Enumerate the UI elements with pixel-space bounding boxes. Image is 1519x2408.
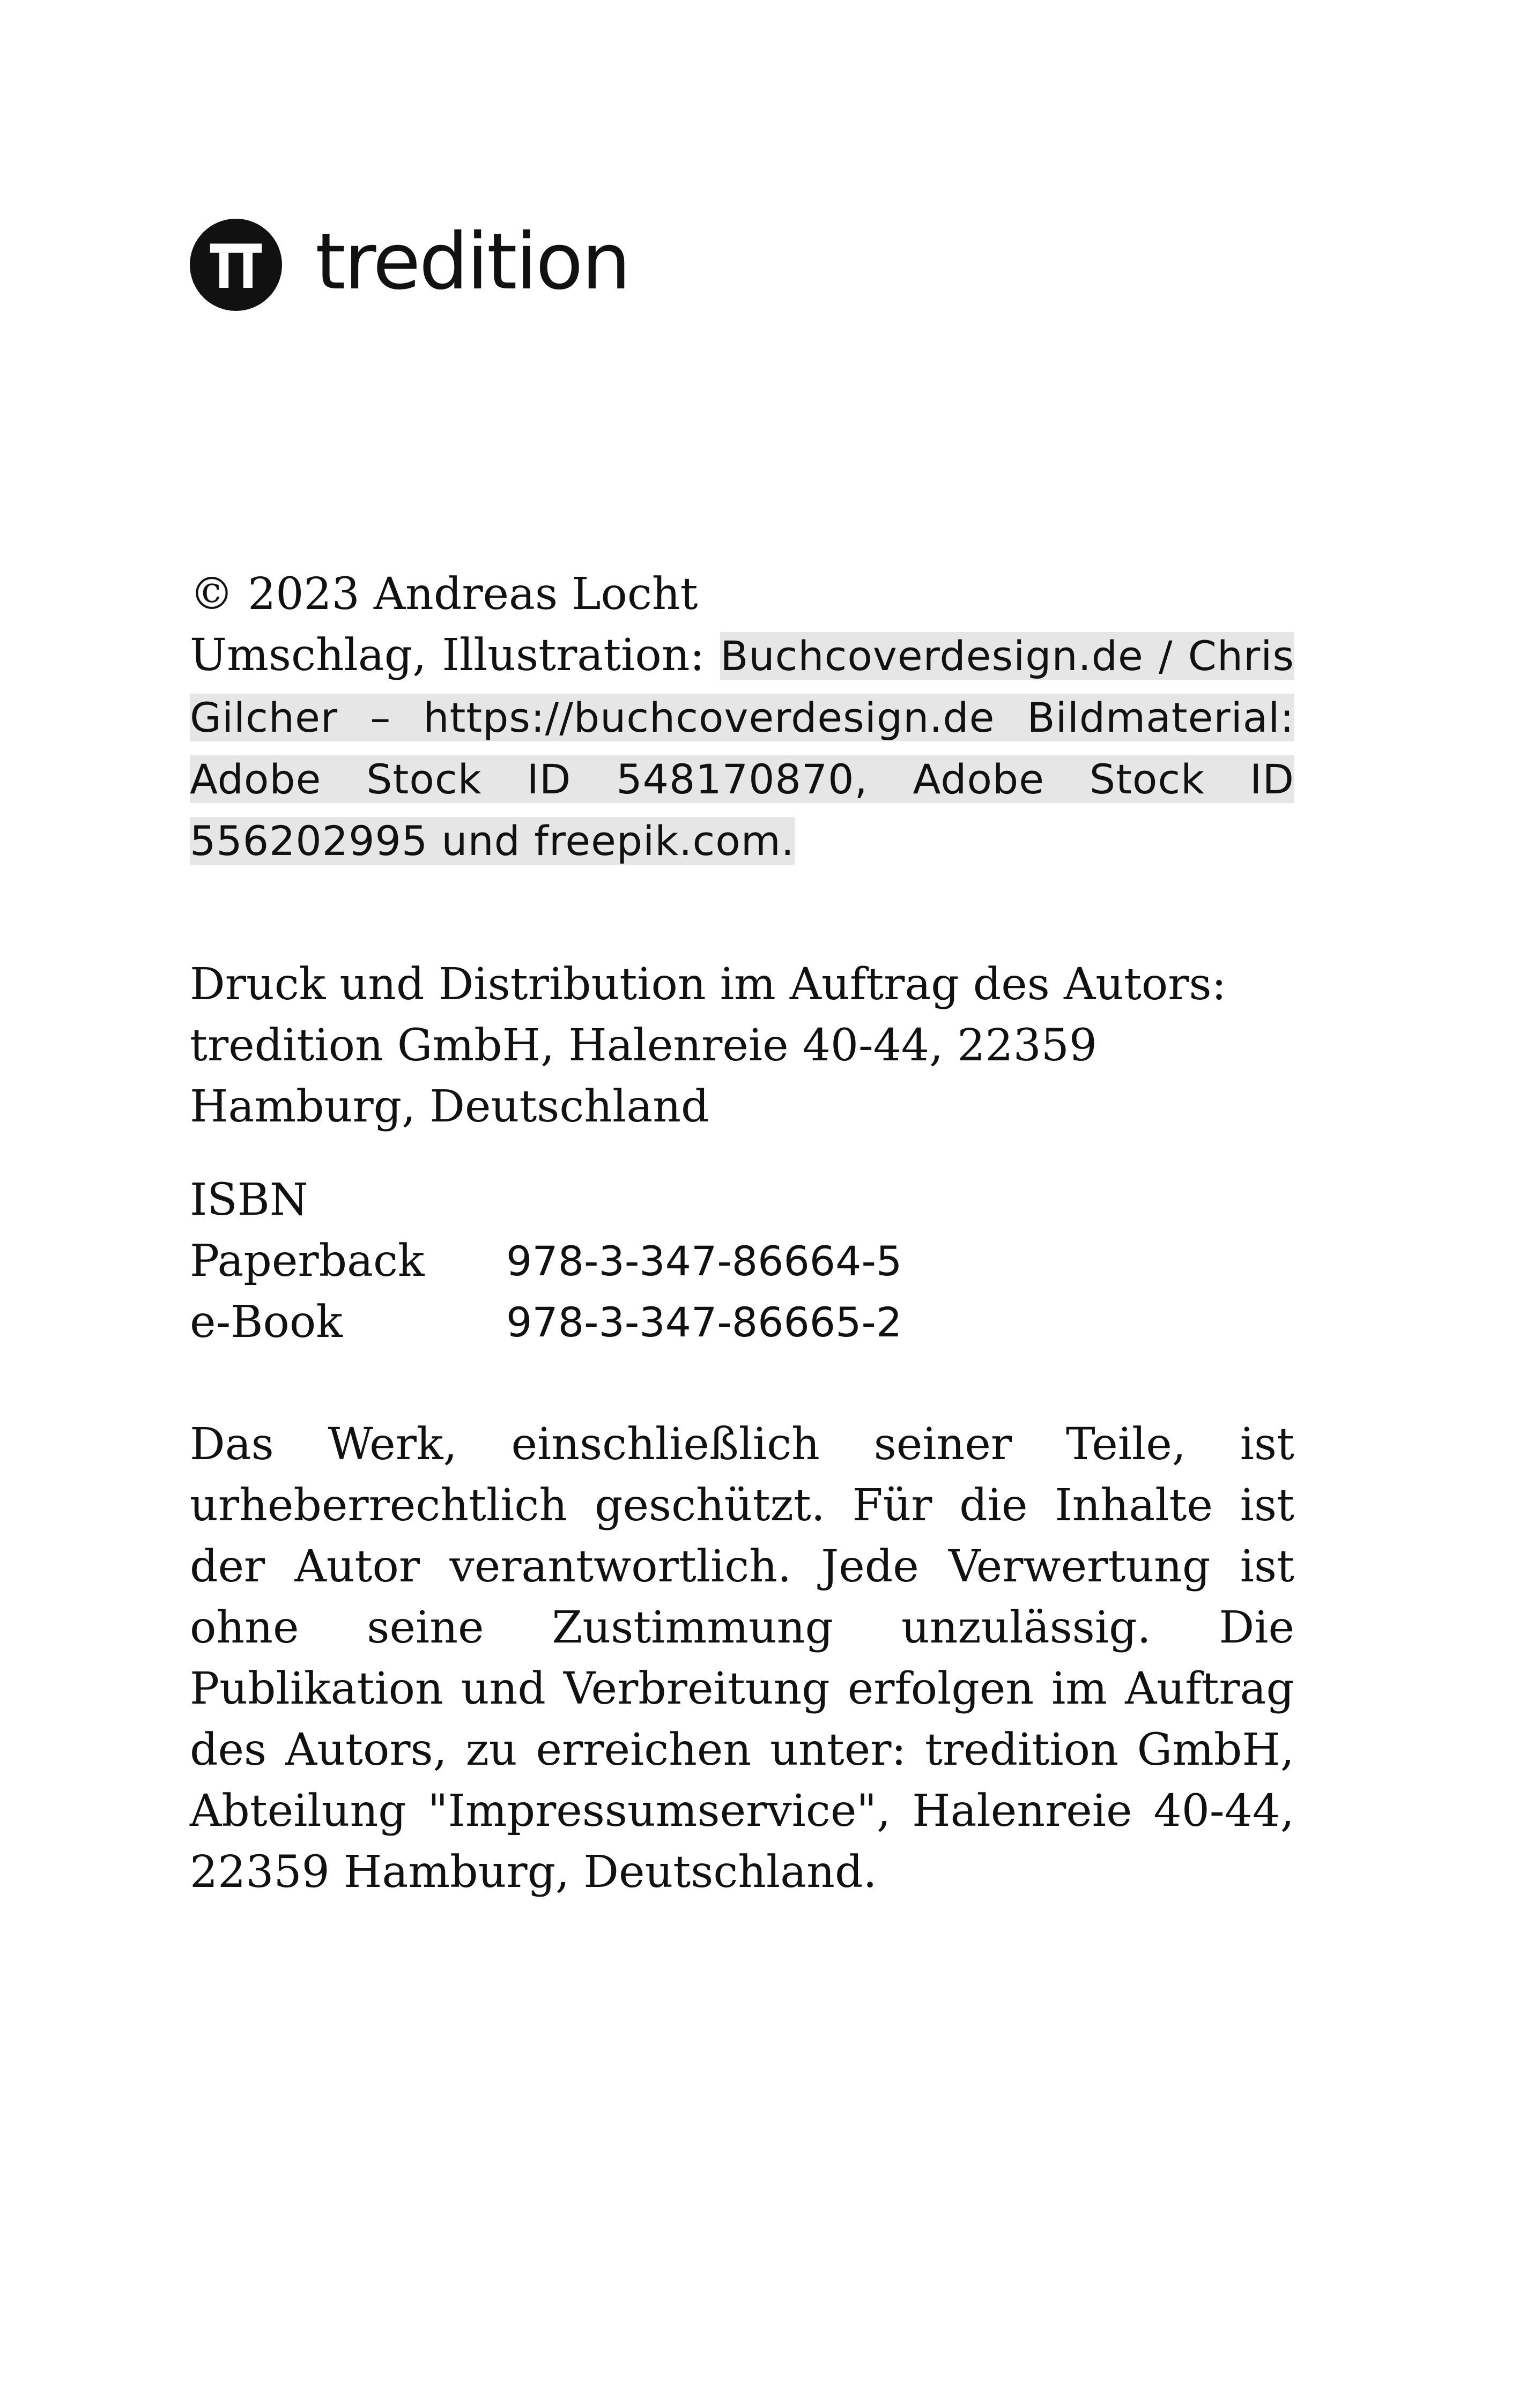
isbn-value: 978-3-347-86664-5 bbox=[506, 1237, 902, 1285]
distribution-note: Druck und Distribution im Auftrag des Autors: tredition GmbH, Halenreie 40-44, 22359 Hamburg, Deutschland bbox=[190, 959, 1227, 1132]
cover-label: Umschlag, Illustration: bbox=[190, 630, 721, 681]
isbn-value: 978-3-347-86665-2 bbox=[506, 1298, 902, 1346]
isbn-label: Paperback bbox=[190, 1236, 425, 1287]
credits-section bbox=[190, 564, 1294, 872]
tredition-logo-icon bbox=[190, 219, 282, 311]
isbn-heading: ISBN bbox=[190, 1175, 308, 1225]
copyright-notice: Das Werk, einschließlich seiner Teile, ist urheberrechtlich geschützt. Für die Inhalte ist der Autor verantwortlich. Jede Verwertung ist ohne seine Zustimmung unzulässig. Die Publikation und Verbreitung erfolgen im Auftrag des Autors, zu erreichen unter: tredition GmbH, Abteilung "Impressumservice", Halenreie 40-44, 22359 Hamburg, Deutschland. bbox=[190, 1419, 1294, 1898]
isbn-row-ebook bbox=[190, 1292, 1294, 1353]
copyright-line: © 2023 Andreas Locht bbox=[190, 569, 698, 620]
publisher-logo bbox=[190, 217, 629, 313]
isbn-label: e-Book bbox=[190, 1297, 343, 1348]
isbn-section bbox=[190, 1170, 1294, 1353]
cover-credit bbox=[190, 625, 1294, 872]
cover-credit-text: Buchcoverdesign.de / Chris Gilcher – https://buchcoverdesign.de Bildmaterial: Adobe Stock ID 548170870, Adobe Stock ID 556202995 und freepik.com. bbox=[190, 632, 1294, 865]
isbn-row-paperback bbox=[190, 1231, 1294, 1292]
logo-wordmark: tredition bbox=[315, 216, 629, 307]
